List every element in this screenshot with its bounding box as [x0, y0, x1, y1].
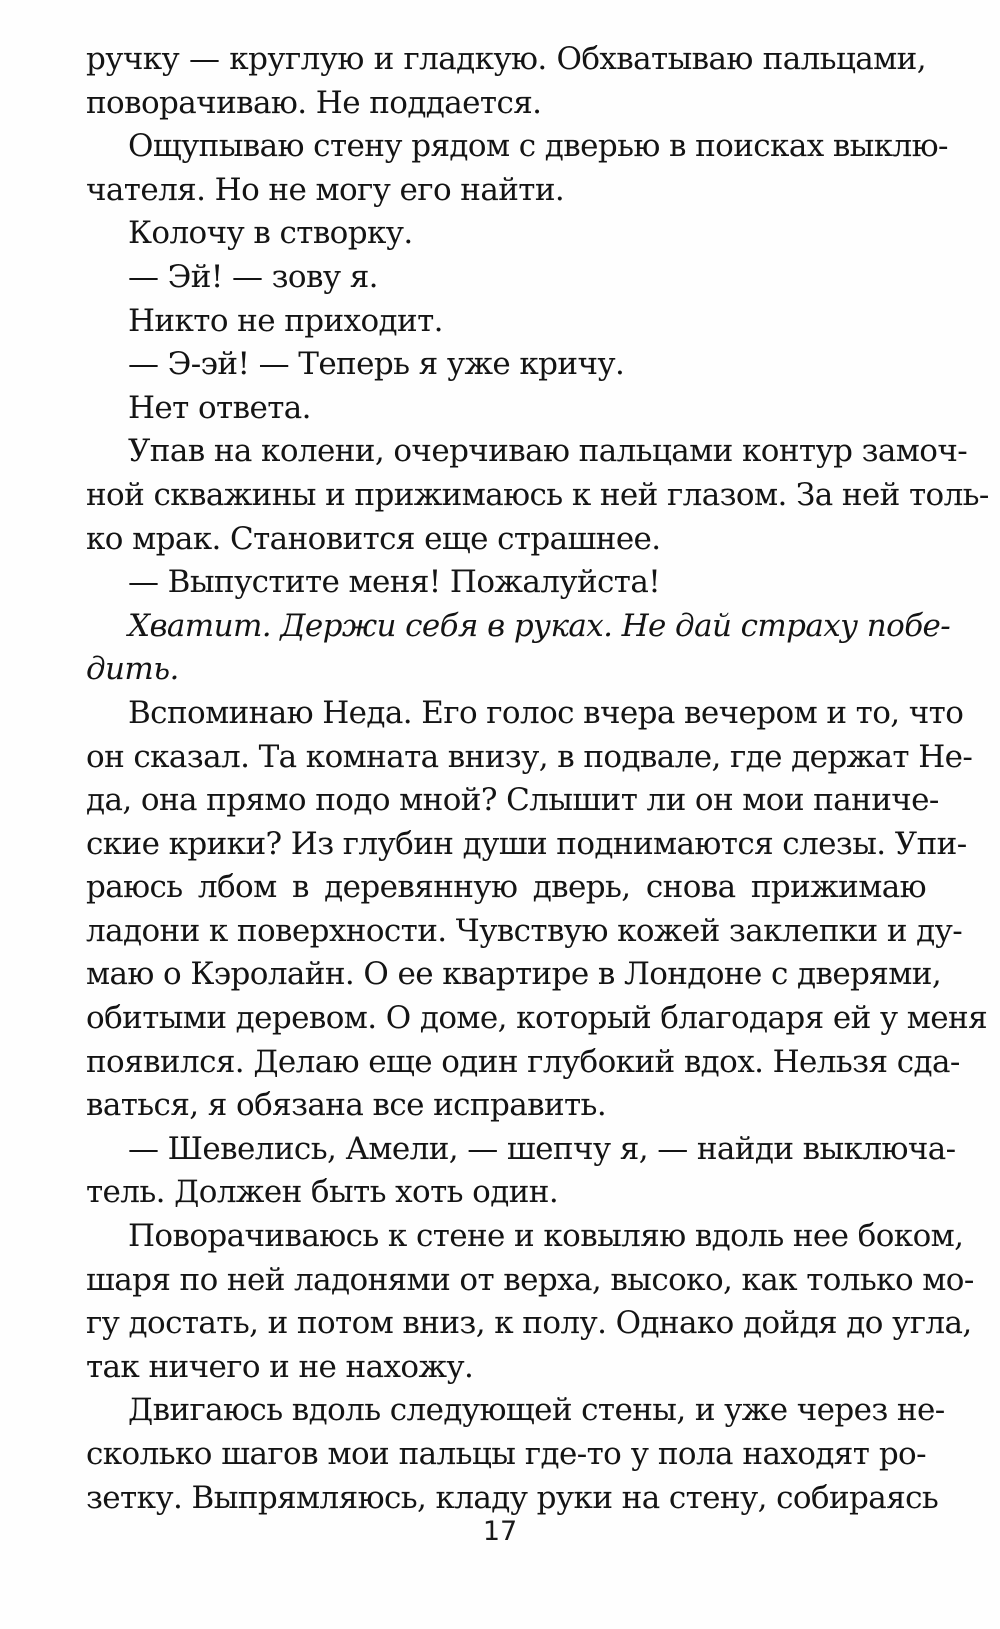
text-line: да, она прямо подо мной? Слышит ли он мои паниче-	[86, 782, 939, 819]
text-line: поворачиваю. Не поддается.	[86, 84, 542, 121]
text-line: чателя. Но не могу его найти.	[86, 171, 565, 208]
text-line: Упав на колени, очерчиваю пальцами контур замоч-	[128, 433, 968, 470]
text-line: гу достать, и потом вниз, к полу. Однако дойдя до угла,	[86, 1305, 972, 1342]
text-line: Двигаюсь вдоль следующей стены, и уже через не-	[128, 1392, 945, 1429]
text-line: Поворачиваюсь к стене и ковыляю вдоль нее боком,	[128, 1218, 964, 1255]
text-line: Колочу в створку.	[128, 215, 413, 252]
text-line: ручку — круглую и гладкую. Обхватываю пальцами,	[86, 41, 926, 77]
text-line: раюсь лбом в деревянную дверь, снова прижимаю	[86, 869, 926, 906]
paragraph	[86, 1215, 974, 1389]
paragraph	[86, 605, 951, 692]
text-line: ладони к поверхности. Чувствую кожей заклепки и ду-	[86, 912, 963, 949]
text-line: ские крики? Из глубин души поднимаются слезы. Упи-	[86, 825, 967, 862]
text-line: обитыми деревом. О доме, который благодаря ей у меня	[86, 1000, 988, 1037]
paragraph	[86, 343, 926, 387]
text-line: — Шевелись, Амели, — шепчу я, — найди выключа-	[128, 1130, 956, 1167]
text-line: появился. Делаю еще один глубокий вдох. Нельзя сда-	[86, 1043, 960, 1080]
paragraph	[86, 256, 926, 300]
text-line: дить.	[86, 651, 179, 688]
paragraph	[86, 387, 926, 431]
body-text	[86, 38, 989, 1520]
text-line: Ощупываю стену рядом с дверью в поисках выклю-	[128, 128, 948, 165]
paragraph	[86, 692, 988, 1128]
text-line: тель. Должен быть хоть один.	[86, 1174, 559, 1211]
text-line: сколько шагов мои пальцы где-то у пола находят ро-	[86, 1436, 926, 1472]
text-line: ко мрак. Становится еще страшнее.	[86, 520, 661, 557]
paragraph	[86, 561, 926, 605]
text-line: ваться, я обязана все исправить.	[86, 1087, 607, 1124]
text-line: он сказал. Та комната внизу, в подвале, где держат Не-	[86, 738, 973, 775]
text-line: Никто не приходит.	[128, 302, 443, 339]
paragraph	[86, 300, 926, 344]
paragraph	[86, 430, 989, 561]
text-line: — Э-эй! — Теперь я уже кричу.	[128, 346, 625, 383]
text-line: Вспоминаю Неда. Его голос вчера вечером и то, что	[128, 694, 964, 731]
text-line: маю о Кэролайн. О ее квартире в Лондоне с дверями,	[86, 956, 942, 993]
text-line: зетку. Выпрямляюсь, кладу руки на стену, собираясь	[86, 1479, 939, 1516]
paragraph	[86, 1389, 945, 1520]
paragraph	[86, 38, 926, 125]
paragraph	[86, 1128, 956, 1215]
text-line: Хватит. Держи себя в руках. Не дай страху побе-	[128, 607, 951, 644]
text-line: так ничего и не нахожу.	[86, 1348, 474, 1385]
paragraph	[86, 125, 948, 212]
text-line: ной скважины и прижимаюсь к ней глазом. За ней толь-	[86, 476, 989, 513]
text-line: — Выпустите меня! Пожалуйста!	[128, 564, 661, 601]
text-line: — Эй! — зову я.	[128, 258, 378, 295]
text-line: шаря по ней ладонями от верха, высоко, как только мо-	[86, 1261, 974, 1298]
text-line: Нет ответа.	[128, 389, 311, 426]
paragraph	[86, 212, 926, 256]
page-number: 17	[482, 1516, 518, 1547]
